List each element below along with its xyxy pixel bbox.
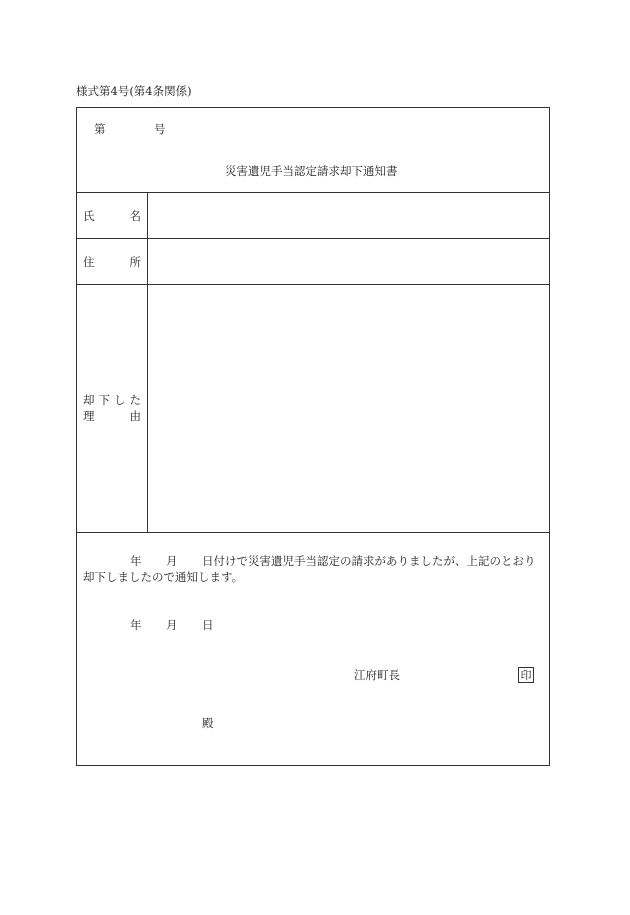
- issue-date-month: 月: [166, 618, 178, 632]
- document-number-prefix: 第: [94, 122, 106, 136]
- issue-date-year: 年: [130, 618, 142, 632]
- reason-label-char: 却: [83, 393, 95, 407]
- notice-year-label: 年: [130, 554, 142, 568]
- name-value-field[interactable]: [148, 193, 549, 238]
- seal-mark: [518, 667, 534, 683]
- reason-label-line-2: [83, 411, 141, 423]
- document-number-suffix: 号: [154, 122, 166, 136]
- name-label-char-2: 名: [129, 209, 141, 223]
- reason-label-char: し: [114, 393, 126, 407]
- issue-date-day: 日: [202, 618, 214, 632]
- reason-label-char: 下: [98, 393, 110, 407]
- addressee-suffix: 殿: [202, 716, 214, 730]
- seal-text: 印: [520, 668, 532, 682]
- notice-month-label: 月: [166, 554, 178, 568]
- reason-label-char: た: [129, 393, 141, 407]
- document-title: 災害遺児手当認定請求却下通知書: [225, 164, 398, 178]
- address-label-char-2: 所: [129, 255, 141, 269]
- issuer-name: 江府町長: [354, 668, 400, 682]
- name-label-char-1: 氏: [83, 209, 95, 223]
- reason-label-char: 理: [83, 409, 95, 423]
- reason-label-char: 由: [129, 409, 141, 423]
- reason-label-line-1: [83, 395, 141, 407]
- reason-value-field[interactable]: [148, 285, 549, 532]
- form-label: 様式第4号(第4条関係): [76, 84, 192, 98]
- notice-body-line-2: 却下しましたので通知します。: [83, 570, 244, 584]
- address-label: [83, 257, 141, 269]
- notice-body-line-1: 日付けで災害遺児手当認定の請求がありましたが、上記のとおり: [202, 554, 536, 568]
- address-label-char-1: 住: [83, 255, 95, 269]
- address-value-field[interactable]: [148, 239, 549, 284]
- divider-reason: [76, 532, 550, 533]
- name-label: [83, 211, 141, 223]
